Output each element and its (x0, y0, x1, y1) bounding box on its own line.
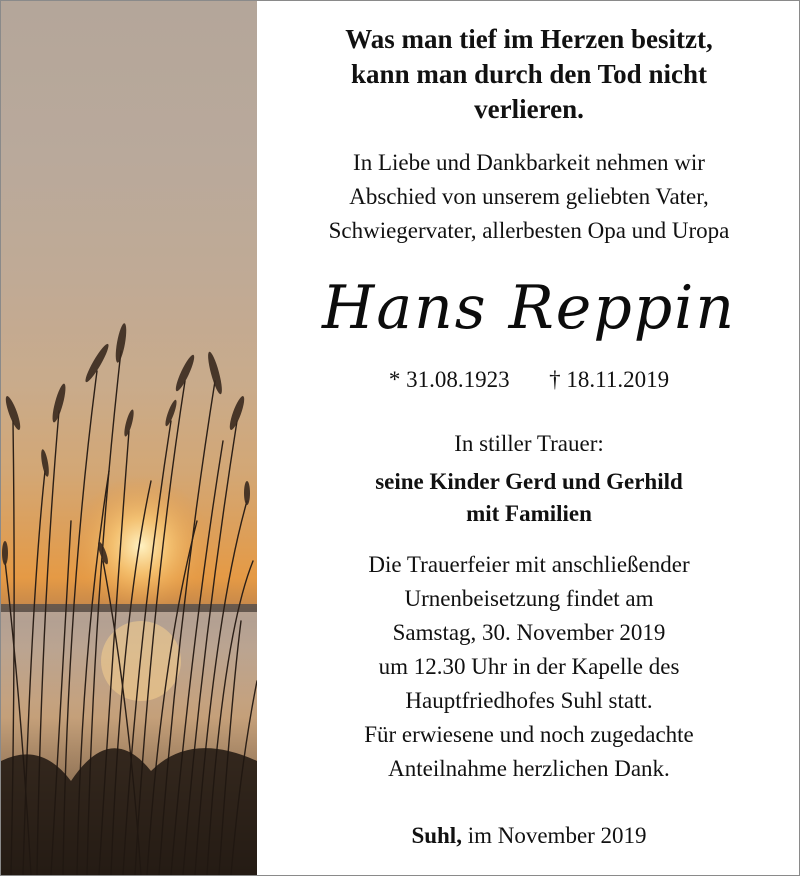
mourners-line: mit Familien (466, 501, 592, 526)
mourners-label: In stiller Trauer: (454, 431, 604, 456)
mourners-names (258, 466, 800, 530)
ceremony-line: um 12.30 Uhr in der Kapelle des (378, 654, 680, 679)
intro-line: In Liebe und Dankbarkeit nehmen wir (353, 150, 705, 175)
birth-star-icon: * (388, 367, 401, 392)
death-cross-icon: † (549, 367, 561, 392)
signoff-place: Suhl, (411, 823, 462, 848)
birth-date: 31.08.1923 (406, 367, 510, 392)
signoff-date: im November 2019 (467, 823, 647, 848)
obituary-text (258, 0, 800, 876)
mourners-line: seine Kinder Gerd und Gerhild (375, 469, 683, 494)
deceased-name: Hans Reppin (322, 273, 736, 343)
memorial-quote (258, 22, 800, 127)
reed-foreground (1, 748, 257, 875)
intro-line: Abschied von unserem geliebten Vater, (349, 184, 709, 209)
death-date: 18.11.2019 (566, 367, 670, 392)
farewell-intro (258, 146, 800, 248)
reeds-illustration (1, 1, 257, 875)
ceremony-line: Samstag, 30. November 2019 (392, 620, 666, 645)
intro-line: Schwiegervater, allerbesten Opa und Uropa (328, 218, 730, 243)
sun-glow (71, 476, 211, 616)
ceremony-line: Die Trauerfeier mit anschließender (368, 552, 690, 577)
quote-line: Was man tief im Herzen besitzt, (345, 24, 713, 54)
sunset-reeds-photo (1, 1, 257, 875)
ceremony-line: Anteilnahme herzlichen Dank. (388, 756, 670, 781)
horizon-shore (1, 604, 257, 612)
signoff (258, 820, 800, 852)
quote-line: verlieren. (474, 94, 584, 124)
ceremony-line: Urnenbeisetzung findet am (404, 586, 654, 611)
ceremony-line: Hauptfriedhofes Suhl statt. (405, 688, 653, 713)
quote-line: kann man durch den Tod nicht (351, 59, 707, 89)
ceremony-info (258, 548, 800, 786)
ceremony-line: Für erwiesene und noch zugedachte (364, 722, 694, 747)
life-dates (258, 364, 800, 396)
